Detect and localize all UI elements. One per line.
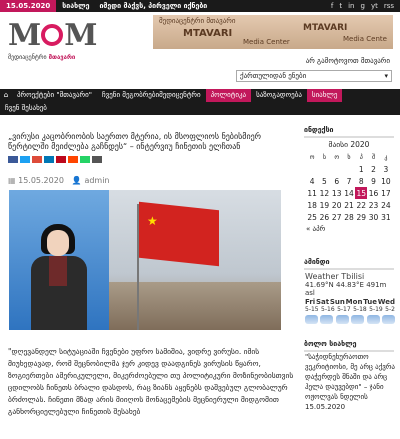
calendar-day[interactable]: 7 [346, 176, 352, 186]
calendar-day[interactable]: 10 [381, 176, 391, 186]
china-flag [139, 202, 219, 266]
weather-cloud-icon [382, 315, 395, 324]
social-links [331, 2, 400, 10]
home-icon[interactable]: ⌂ [3, 91, 9, 99]
calendar-icon: ▦ [8, 176, 16, 185]
weather-days [305, 298, 395, 306]
share-button[interactable] [68, 156, 78, 163]
weather-cloud-icon [305, 315, 318, 324]
calendar-day[interactable]: 5 [322, 176, 327, 186]
calendar-day[interactable]: 8 [358, 176, 364, 186]
weather-temp: 5-2 [385, 306, 395, 313]
news-label: სიახლე [62, 2, 90, 10]
share-button[interactable] [80, 156, 90, 163]
nav-item-friends[interactable]: ჩვენი მეგობრებიმედიცენტრი [101, 91, 201, 99]
weather-temp: 5-19 [369, 306, 383, 313]
calendar-day[interactable]: 3 [383, 164, 389, 174]
calendar-day[interactable]: 6 [334, 176, 340, 186]
weather-temps [305, 306, 395, 313]
weather-coords: 41.69°N 44.83°E 491m asl [305, 281, 387, 297]
calendar-day [306, 163, 318, 175]
youtube-icon[interactable]: yt [370, 2, 378, 10]
welcome-text: არ გამოტოვოთ მთავარი [305, 57, 390, 65]
calendar-day [318, 163, 330, 175]
calendar-day[interactable]: 29 [356, 212, 367, 222]
calendar-day[interactable]: 17 [381, 188, 391, 198]
weather-day: Tue [363, 298, 377, 306]
weather-cloud-icon [351, 315, 364, 324]
weather-temp: 5-18 [353, 306, 367, 313]
great-wall [109, 282, 281, 330]
weather-day: Wed [377, 298, 395, 306]
latest-news-item[interactable]: "საჭიდნეხურაოთო ვეკრიტიოსი, მე არც აქვრა დაჭერდეს შნაში და არც ჰელა დაუვებდი" – ჯანი ოჟოლვას ნდელის 15.05.2020 [305, 353, 395, 411]
calendar-day[interactable]: 18 [307, 200, 317, 210]
calendar-day[interactable]: 20 [331, 200, 342, 210]
site-logo[interactable] [8, 18, 128, 66]
weather-day: Mon [345, 298, 363, 306]
calendar-month: მაისი 2020 [328, 140, 370, 149]
logo-circle-icon [41, 24, 63, 46]
share-button[interactable] [44, 156, 54, 163]
calendar-day[interactable]: 4 [309, 176, 315, 186]
nav-item-society[interactable]: საზოგადოება [256, 91, 302, 99]
weather-temp: 5-16 [321, 306, 335, 313]
calendar-day[interactable]: 30 [368, 212, 379, 222]
calendar-widget [306, 140, 392, 233]
calendar-day[interactable]: 27 [331, 212, 342, 222]
weather-widget[interactable] [305, 272, 395, 324]
calendar-day[interactable]: 2 [371, 164, 376, 174]
share-button[interactable] [8, 156, 18, 163]
calendar-day[interactable]: 22 [356, 200, 367, 210]
banner-text: მედიაცენტრი მთავარი [159, 17, 236, 25]
top-date: 15.05.2020 [0, 0, 56, 12]
sidebar-news-title: ბოლო სიახლე [304, 340, 394, 352]
calendar-weekday: კ [384, 153, 388, 161]
banner-text: MTAVARI [303, 23, 348, 33]
calendar-prev-link[interactable]: « აპრ [306, 225, 326, 233]
calendar-day[interactable]: 15 [356, 188, 367, 198]
calendar-day[interactable]: 28 [344, 212, 354, 222]
calendar-day[interactable]: 14 [344, 188, 354, 198]
weather-cloud-icon [367, 315, 380, 324]
nav-item-politics[interactable]: პოლიტიკა [206, 89, 251, 102]
calendar-day[interactable]: 1 [358, 164, 364, 174]
article-photo [9, 190, 281, 330]
calendar-day[interactable]: 26 [319, 212, 330, 222]
calendar-weekday: პ [359, 153, 363, 161]
calendar-day [343, 163, 355, 175]
calendar-day[interactable]: 24 [381, 200, 391, 210]
nav-item-about[interactable]: ჩვენ შესახებ [5, 104, 47, 112]
twitter-icon[interactable]: t [339, 2, 343, 10]
calendar-weekday: ს [322, 153, 326, 161]
nav-item-news[interactable]: სიახლე [307, 89, 343, 102]
news-ticker[interactable]: იმედი მაქვს, პირველი იქნები [99, 2, 208, 10]
weather-temp: 5-15 [305, 306, 319, 313]
calendar-day[interactable]: 25 [307, 212, 317, 222]
logo-tagline: მედიაცენტრი მთავარი [8, 54, 76, 61]
facebook-icon[interactable]: f [330, 2, 334, 10]
banner-text: Media Cente [343, 35, 387, 43]
flag-star-icon: ★ [147, 214, 158, 228]
sidebar-weather-title: ამინდი [304, 258, 394, 270]
share-button[interactable] [32, 156, 42, 163]
share-button[interactable] [92, 156, 102, 163]
article-body: "დღევანდელ სიტუაციაში ჩვენები უფრო სამიშია, ვიდრე ვირუსი. იმის მიუხედავად, რომ შეცნობილმა ჯერ კიდევ დაადგინეს ვირუსის წყარო, ზოგიერთები ამერიკულელი, მიკერძოებული თუ პოლიტიკური მოზინეობისთვის ცდილობს ჩინეთს ბრალი დასდოს, რაც ზიანს აყენებს დაშვებულ გლობალურ ბრძოლას. ჩინეთი მზად არის მიიღოს მონაცემების მეცნიერული მიდგომით განხორციელებული ჩინეთის შესახებ [8, 347, 294, 416]
linkedin-icon[interactable]: in [348, 2, 355, 10]
calendar-day[interactable]: 21 [344, 200, 354, 210]
logo-mark: M M [8, 18, 97, 53]
weather-temp: 5-17 [337, 306, 351, 313]
person-face [47, 230, 69, 256]
header-banner[interactable] [153, 15, 393, 49]
article-date: 15.05.2020 [18, 176, 64, 185]
weather-icons [305, 315, 395, 324]
google-icon[interactable]: g [360, 2, 365, 10]
rss-icon[interactable]: rss [383, 2, 394, 10]
calendar-day[interactable]: 31 [381, 212, 391, 222]
weather-cloud-icon [320, 315, 333, 324]
nav-item-projects[interactable]: პროექტები "მთავარი" [17, 91, 92, 99]
banner-text: MTAVARI [183, 28, 233, 39]
user-icon: 👤 [71, 176, 82, 185]
calendar-day[interactable]: 11 [307, 188, 317, 198]
top-bar [0, 0, 400, 12]
article-title[interactable]: „ვირუსი კაცობრიობის საერთო მტერია, ის მსოფლიოს ნებისმიერ წერტილში მეიძლება გაჩნდეს“ – ინტერვიუ ჩინეთის ელჩთან [8, 132, 262, 151]
article-author[interactable]: admin [84, 176, 110, 185]
share-button[interactable] [56, 156, 66, 163]
calendar-weekday: ხ [347, 153, 351, 161]
weather-day: Sat [315, 298, 330, 306]
calendar-day[interactable]: 23 [368, 200, 379, 210]
weather-day: Sun [329, 298, 345, 306]
calendar-day [331, 163, 343, 175]
sidebar-index-title: ინდექსი [304, 126, 394, 138]
calendar-table [306, 151, 392, 223]
weather-cloud-icon [336, 315, 349, 324]
calendar-weekday: შ [371, 153, 376, 161]
weather-day: Fri [305, 298, 316, 306]
article-meta [8, 176, 110, 185]
share-bar [8, 156, 102, 163]
chevron-down-icon: ▾ [384, 72, 388, 80]
share-button[interactable] [20, 156, 30, 163]
language-select[interactable]: ქართულიდან ენები ▾ [236, 70, 392, 82]
weather-city: Weather Tbilisi [305, 272, 365, 281]
calendar-day[interactable]: 9 [371, 176, 376, 186]
calendar-day[interactable]: 19 [319, 200, 330, 210]
calendar-day[interactable]: 12 [319, 188, 330, 198]
main-nav [0, 89, 400, 115]
calendar-day[interactable]: 16 [368, 188, 379, 198]
banner-text: Media Center [243, 38, 290, 46]
calendar-weekday: ო [334, 153, 340, 161]
calendar-day[interactable]: 13 [331, 188, 342, 198]
calendar-weekday: ო [309, 153, 315, 161]
